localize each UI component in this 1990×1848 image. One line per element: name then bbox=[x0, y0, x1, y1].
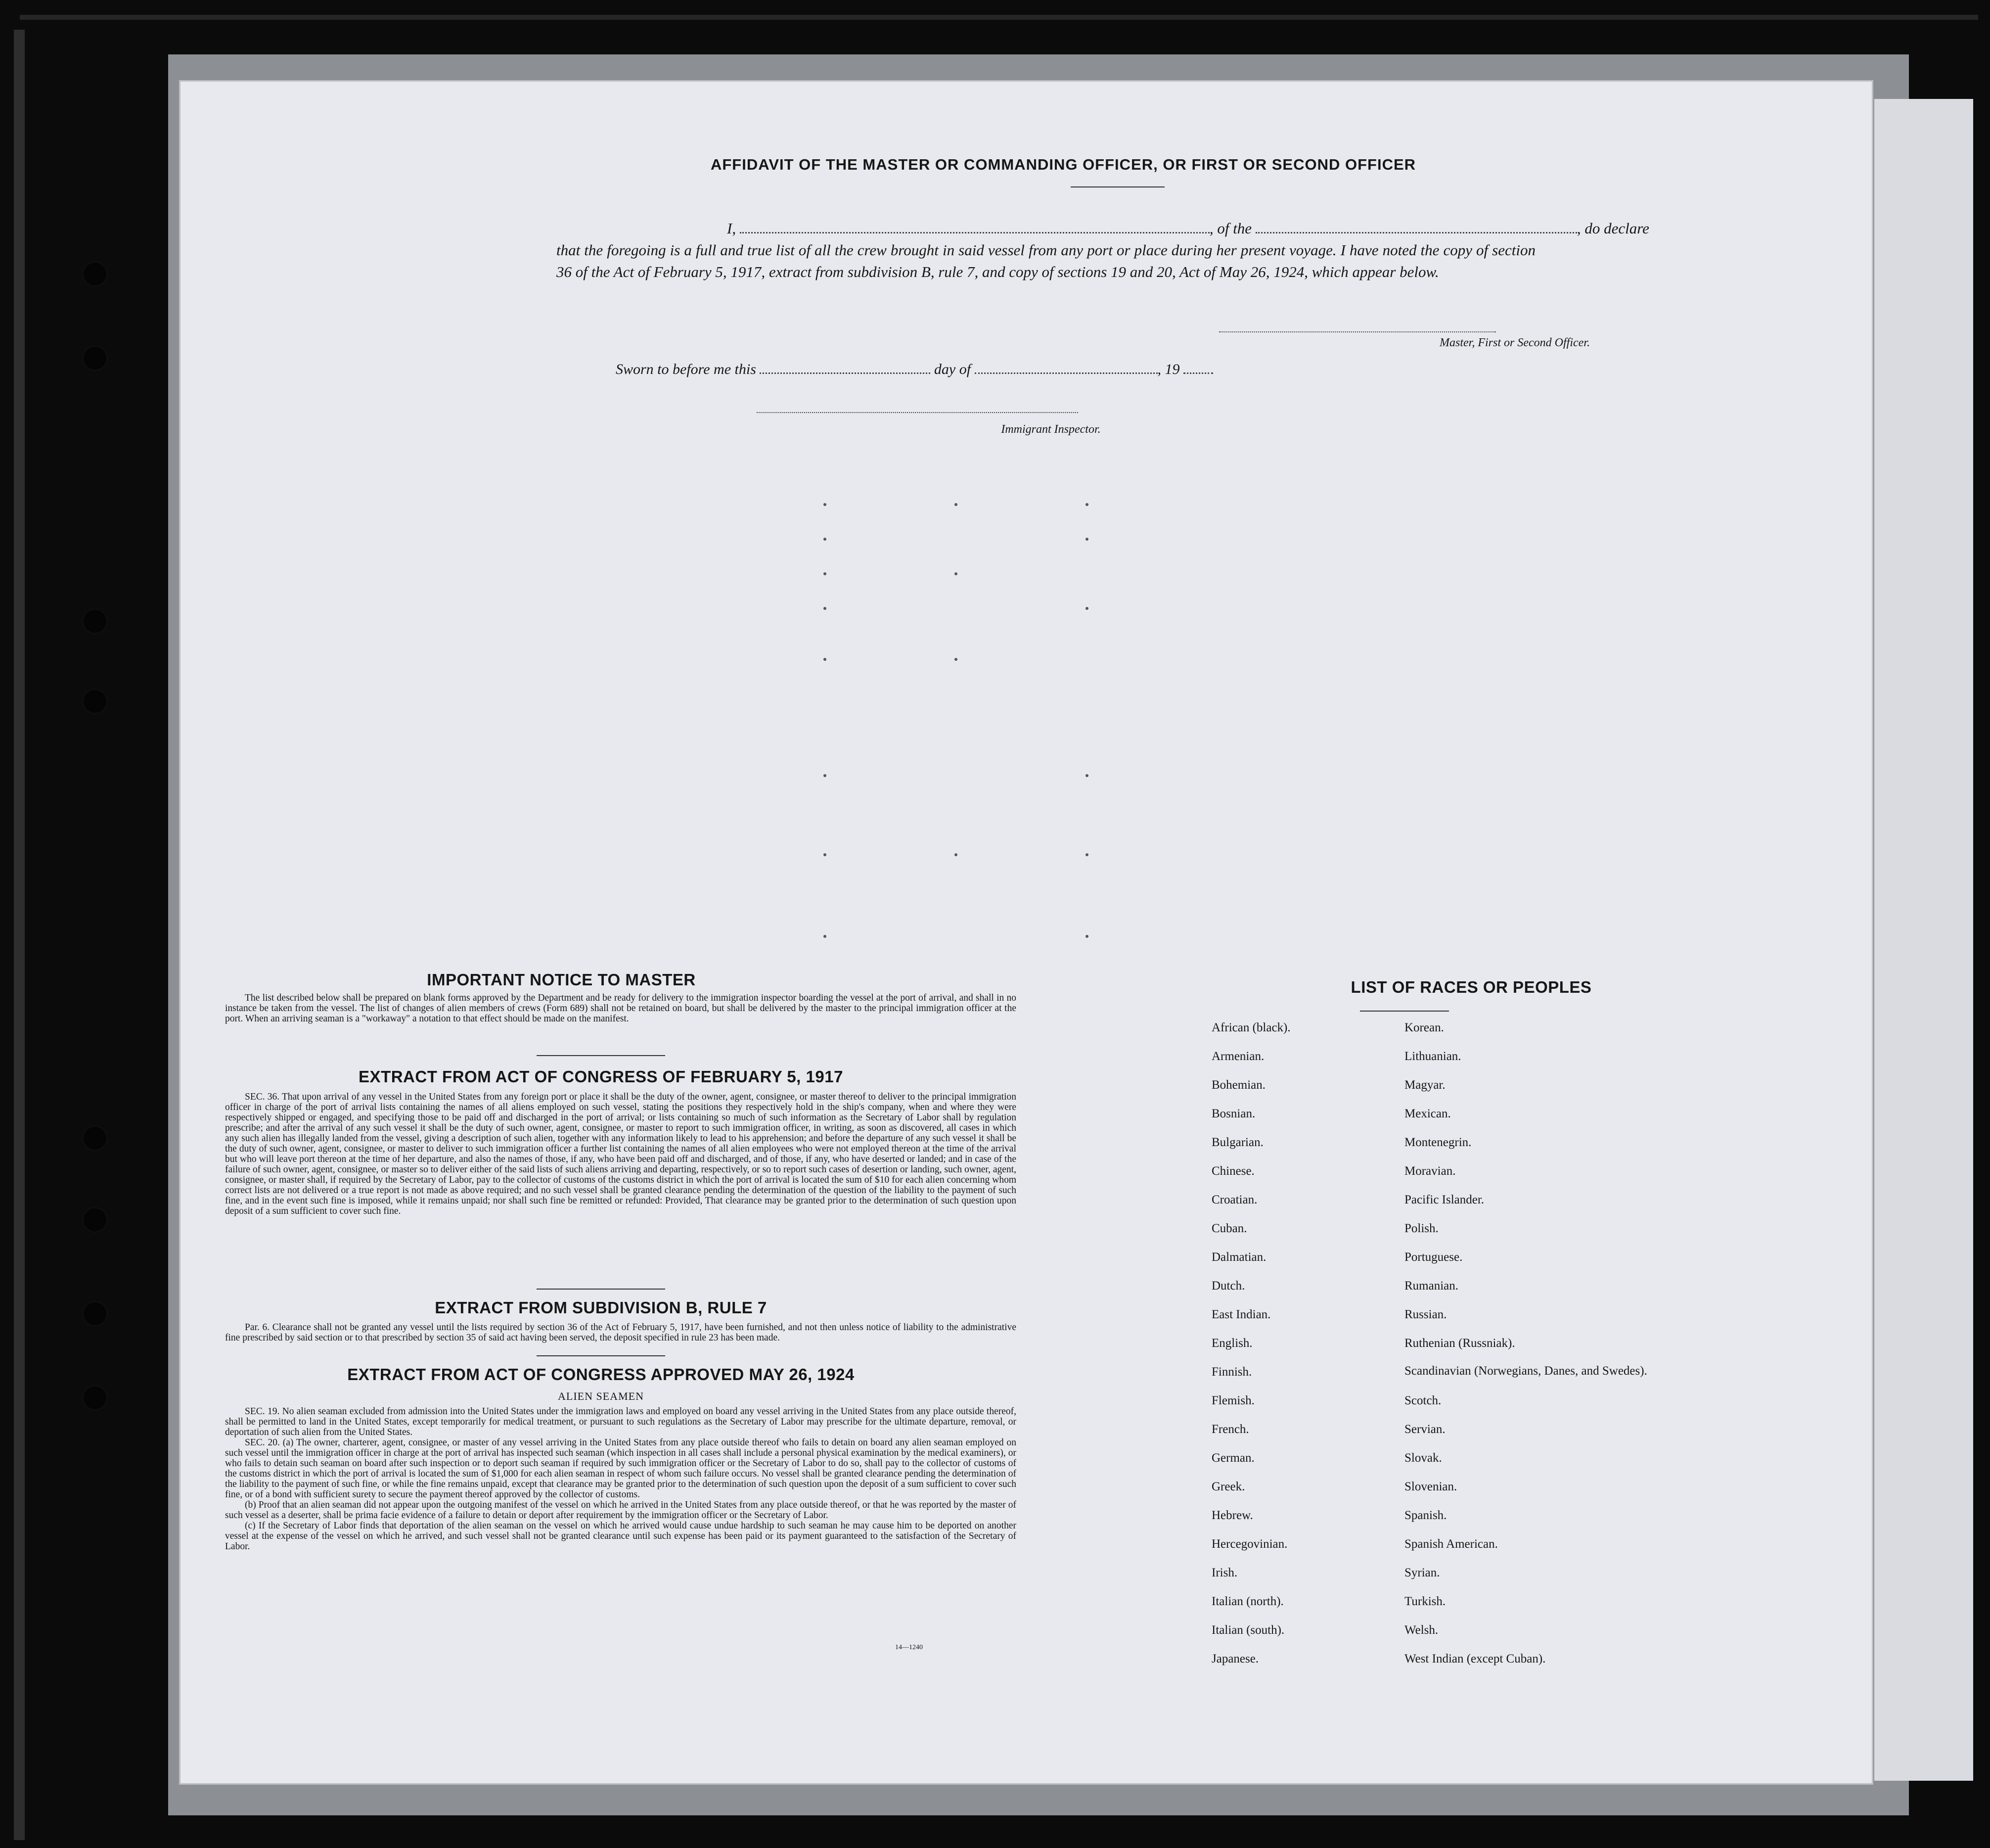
binder-hole bbox=[82, 345, 108, 371]
races-left-column bbox=[1212, 1020, 1400, 1680]
extract-rule7-divider bbox=[537, 1355, 665, 1356]
race-item: Scandinavian (Norwegians, Danes, and Swedes). bbox=[1404, 1364, 1647, 1378]
race-item: Hercegovinian. bbox=[1212, 1537, 1288, 1551]
binder-hole bbox=[82, 1207, 108, 1233]
race-item: Bohemian. bbox=[1212, 1078, 1266, 1092]
scan-frame-left bbox=[14, 30, 25, 1840]
extract-rule7-text: Par. 6. Clearance shall not be granted any vessel until the lists required by section 36 of the Act of February 5, 1917, have been furnished, and not then unless notice of liability to the administrative fine prescribed by said section or to that prescribed by section 35 of said act having been served, the deposit specified in rule 23 has been made. bbox=[225, 1322, 1016, 1343]
race-item: Pacific Islander. bbox=[1404, 1193, 1485, 1206]
inspector-signature-line[interactable] bbox=[757, 412, 1078, 413]
title-rule bbox=[1071, 186, 1165, 187]
race-item: Servian. bbox=[1404, 1423, 1446, 1436]
bleed-mark bbox=[823, 503, 826, 506]
race-item: Slovenian. bbox=[1404, 1480, 1457, 1493]
race-item: Magyar. bbox=[1404, 1078, 1446, 1092]
races-right-column bbox=[1404, 1020, 1662, 1680]
declare-i: I, bbox=[727, 220, 736, 237]
race-item: Rumanian. bbox=[1404, 1279, 1459, 1293]
bleed-mark bbox=[1085, 774, 1088, 777]
inspector-label: Immigrant Inspector. bbox=[1001, 423, 1101, 436]
race-item: Cuban. bbox=[1212, 1222, 1247, 1235]
race-item: Croatian. bbox=[1212, 1193, 1258, 1206]
race-item: Hebrew. bbox=[1212, 1509, 1253, 1522]
sec-20b-paragraph: (b) Proof that an alien seaman did not appear upon the outgoing manifest of the vessel on which he arrived in the United States from any place outside thereof, or that he was reported by the master of such vessel as a deserter, shall be prima facie evidence of a failure to detain or deport after requirement by the immigration officer or the Secretary of Labor. bbox=[225, 1500, 1016, 1521]
race-item: French. bbox=[1212, 1423, 1249, 1436]
bleed-mark bbox=[1085, 853, 1088, 856]
race-item: Italian (north). bbox=[1212, 1595, 1284, 1608]
race-item: Chinese. bbox=[1212, 1164, 1255, 1178]
binder-hole bbox=[82, 689, 108, 714]
race-item: Japanese. bbox=[1212, 1652, 1259, 1665]
race-item: Polish. bbox=[1404, 1222, 1439, 1235]
declare-end: , do declare bbox=[1577, 220, 1649, 237]
extract-1924-title: EXTRACT FROM ACT OF CONGRESS APPROVED MAY 26, 1924 bbox=[347, 1365, 855, 1384]
race-item: Lithuanian. bbox=[1404, 1050, 1461, 1063]
affidavit-title: AFFIDAVIT OF THE MASTER OR COMMANDING OFFICER, OR FIRST OR SECOND OFFICER bbox=[710, 156, 1416, 173]
race-item: Spanish American. bbox=[1404, 1537, 1498, 1551]
name-blank[interactable] bbox=[740, 221, 1210, 233]
sec-20a-paragraph: SEC. 20. (a) The owner, charterer, agent, consignee, or master of any vessel arriving in the United States from any place outside thereof who fails to detain on board any alien seaman employed on such vessel until the immigration officer in charge at the port of arrival has inspected such seaman (which inspection in all cases shall include a personal physical examination by the medical examiners), or who fails to detain such seaman on board after such inspection or to deport such seaman if required by such immigration officer or the Secretary of Labor to do so, shall pay to the collector of customs of the customs district in which the port of arrival is located the sum of $1,000 for each alien seaman in respect of whom such failure occurs. No vessel shall be granted clearance pending the determination of the liability to the payment of such fine, or while the fine remains unpaid, except that clearance may be granted prior to the determination of such question upon the deposit of a sum sufficient to cover such fine, or of a bond with sufficient surety to secure the payment thereof approved by the collector of customs. bbox=[225, 1437, 1016, 1500]
race-item: Russian. bbox=[1404, 1308, 1447, 1321]
sworn-prefix: Sworn to before me this bbox=[616, 361, 756, 377]
notice-title: IMPORTANT NOTICE TO MASTER bbox=[427, 970, 696, 989]
sworn-year: , 19 bbox=[1157, 361, 1180, 377]
sworn-day-of: day of bbox=[934, 361, 971, 377]
bleed-mark bbox=[1085, 607, 1088, 610]
bleed-mark bbox=[954, 503, 957, 506]
race-item: Turkish. bbox=[1404, 1595, 1446, 1608]
extract-1917-text: SEC. 36. That upon arrival of any vessel in the United States from any foreign port or place it shall be the duty of the owner, agent, consignee, or master thereof to deliver to the principal immigration officer in charge of the port of arrival lists containing the names of all aliens employed on such vessel, stating the positions they respectively hold in the ship's company, when and where they were respectively shipped or engaged, and specifying those to be paid off and discharged in the port of arrival; or lists containing so much of such information as the Secretary of Labor shall by regulation prescribe; and after the arrival of any such vessel it shall be the duty of such owner, agent, consignee, or master to report to such immigration officer, in writing, as soon as discovered, all cases in which any such alien has illegally landed from the vessel, giving a description of such alien, together with any information likely to lead to his apprehension; and before the departure of any such vessel it shall be the duty of such owner, agent, consignee, or master to deliver to such immigration officer a further list containing the names of all alien employees who were not employed thereon at the time of the arrival but who will leave port thereon at the time of her departure, and also the names of those, if any, who have been paid off and discharged, and of those, if any, who have deserted or landed; and in case of the failure of such owner, agent, consignee, or master so to deliver either of the said lists of such aliens arriving and departing, respectively, or so to report such cases of desertion or landing, such owner, agent, consignee, or master shall, if required by the Secretary of Labor, pay to the collector of customs of the customs district in which the port of arrival is located the sum of $10 for each alien concerning whom correct lists are not delivered or a true report is not made as above required; and no such vessel shall be granted clearance pending the determination of the question of the liability to the payment of such fine, and in the event such fine is imposed, while it remains unpaid; nor shall such fine be remitted or refunded: Provided, That clearance may be granted prior to the determination of such question upon deposit of a sum sufficient to cover such fine. bbox=[225, 1092, 1016, 1216]
sec-19-paragraph: SEC. 19. No alien seaman excluded from admission into the United States under the immigration laws and employed on board any vessel arriving in the United States from any place outside thereof, shall be permitted to land in the United States, except temporarily for medical treatment, or pursuant to such regulations as the Secretary of Labor may prescribe for the ultimate departure, removal, or deportation of such alien from the United States. bbox=[225, 1406, 1016, 1437]
binder-hole bbox=[82, 261, 108, 287]
races-title: LIST OF RACES OR PEOPLES bbox=[1351, 978, 1592, 996]
bleed-mark bbox=[823, 853, 826, 856]
underlying-page-edge bbox=[1874, 99, 1973, 1781]
race-item: Flemish. bbox=[1212, 1394, 1255, 1407]
race-item: German. bbox=[1212, 1451, 1255, 1465]
scan-frame-top bbox=[20, 15, 1978, 20]
race-item: Montenegrin. bbox=[1404, 1136, 1472, 1149]
race-item: Scotch. bbox=[1404, 1394, 1442, 1407]
race-item: Dutch. bbox=[1212, 1279, 1245, 1293]
form-number: 14—1240 bbox=[895, 1644, 923, 1651]
notice-text: The list described below shall be prepared on blank forms approved by the Department and be ready for delivery to the immigration inspector boarding the vessel at the port of arrival, and shall in no instance be taken from the vessel. The list of changes of alien members of crews (Form 689) shall not be retained on board, but shall be delivered by the master to the principal immigration officer at the port. When an arriving seaman is a "workaway" a notation to that effect should be made on the manifest. bbox=[225, 993, 1016, 1024]
sworn-day-blank[interactable] bbox=[760, 362, 930, 374]
extract-rule7-title: EXTRACT FROM SUBDIVISION B, RULE 7 bbox=[435, 1298, 767, 1317]
bleed-mark bbox=[1085, 503, 1088, 506]
race-item: Greek. bbox=[1212, 1480, 1245, 1493]
declaration-text: that the foregoing is a full and true list of all the crew brought in said vessel from any port or place during her present voyage. I have noted the copy of section 36 of the Act of February 5, 1917, extract from subdivision B, rule 7, and copy of sections 19 and 20, Act of May 26, 1924, which appear below. bbox=[556, 241, 1536, 280]
bleed-mark bbox=[823, 658, 826, 661]
race-item: Korean. bbox=[1404, 1021, 1444, 1034]
races-divider bbox=[1360, 1011, 1449, 1012]
race-item: West Indian (except Cuban). bbox=[1404, 1652, 1546, 1665]
race-item: Bosnian. bbox=[1212, 1107, 1256, 1120]
race-item: Irish. bbox=[1212, 1566, 1238, 1579]
extract-1924-body bbox=[225, 1406, 1016, 1552]
sec-20c-paragraph: (c) If the Secretary of Labor finds that deportation of the alien seaman on the vessel on which he arrived would cause undue hardship to such seaman he may cause him to be deported on another vessel at the expense of the vessel on which he arrived, and such vessel shall not be granted clearance until such expense has been paid or its payment guaranteed to the satisfaction of the Secretary of Labor. bbox=[225, 1521, 1016, 1552]
bleed-mark bbox=[823, 935, 826, 938]
binder-hole bbox=[82, 608, 108, 634]
declare-of-the: , of the bbox=[1209, 220, 1252, 237]
bleed-mark bbox=[1085, 935, 1088, 938]
race-item: Portuguese. bbox=[1404, 1250, 1463, 1264]
bleed-mark bbox=[823, 572, 826, 575]
extract-1917-title: EXTRACT FROM ACT OF CONGRESS OF FEBRUARY 5, 1917 bbox=[359, 1067, 843, 1086]
bleed-mark bbox=[954, 853, 957, 856]
race-item: English. bbox=[1212, 1337, 1253, 1350]
document-page bbox=[181, 82, 1872, 1783]
affidavit-body bbox=[556, 218, 1649, 283]
sworn-month-blank[interactable] bbox=[975, 362, 1158, 374]
race-item: Finnish. bbox=[1212, 1365, 1252, 1379]
race-item: Syrian. bbox=[1404, 1566, 1440, 1579]
race-item: Dalmatian. bbox=[1212, 1250, 1266, 1264]
sworn-year-blank[interactable] bbox=[1183, 362, 1213, 374]
signature-line[interactable] bbox=[1219, 331, 1496, 332]
race-item: Slovak. bbox=[1404, 1451, 1442, 1465]
race-item: Bulgarian. bbox=[1212, 1136, 1264, 1149]
race-item: Spanish. bbox=[1404, 1509, 1447, 1522]
race-item: Ruthenian (Russniak). bbox=[1404, 1337, 1515, 1350]
binder-hole bbox=[82, 1385, 108, 1411]
bleed-mark bbox=[823, 774, 826, 777]
notice-divider bbox=[537, 1055, 665, 1056]
declaration-line bbox=[556, 218, 1649, 239]
bleed-mark bbox=[954, 658, 957, 661]
binder-hole bbox=[82, 1125, 108, 1151]
binder-hole bbox=[82, 1301, 108, 1327]
bleed-mark bbox=[1085, 538, 1088, 541]
bleed-mark bbox=[954, 572, 957, 575]
race-item: Moravian. bbox=[1404, 1164, 1456, 1178]
sworn-line bbox=[616, 361, 1213, 378]
extract-1924-subtitle: ALIEN SEAMEN bbox=[558, 1390, 644, 1402]
race-item: Armenian. bbox=[1212, 1050, 1265, 1063]
extract-1917-divider bbox=[537, 1289, 665, 1290]
signature-label: Master, First or Second Officer. bbox=[1440, 336, 1590, 349]
bleed-mark bbox=[823, 538, 826, 541]
vessel-blank[interactable] bbox=[1256, 221, 1577, 233]
race-item: East Indian. bbox=[1212, 1308, 1271, 1321]
race-item: Mexican. bbox=[1404, 1107, 1451, 1120]
race-item: Italian (south). bbox=[1212, 1623, 1285, 1637]
bleed-mark bbox=[823, 607, 826, 610]
race-item: Welsh. bbox=[1404, 1623, 1439, 1637]
race-item: African (black). bbox=[1212, 1021, 1291, 1034]
